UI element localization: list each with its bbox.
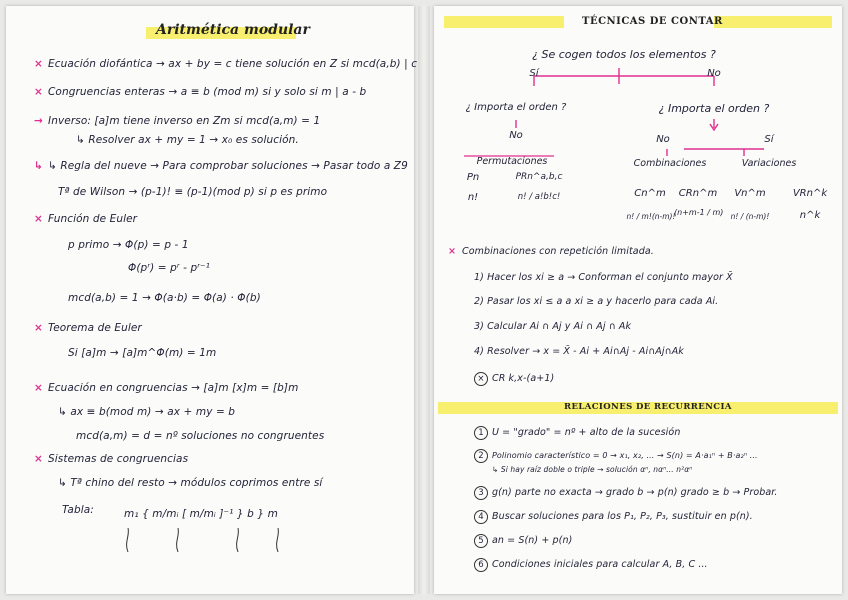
note-euler-prime: p primo → Φ(p) = p - 1: [68, 239, 189, 251]
bullet-x-icon: ×: [34, 86, 43, 98]
arrow-corner-icon: ↳: [34, 160, 43, 172]
note-diofantica: × Ecuación diofántica → ax + by = c tiene solución en Z si mcd(a,b) | c: [34, 58, 418, 70]
branch-no-left: No: [509, 130, 523, 141]
formula-crnm: CRn^m: [678, 188, 718, 199]
section-title-recurrencia: RELACIONES DE RECURRENCIA: [564, 402, 732, 412]
bullet-x-icon: ×: [448, 246, 457, 257]
circled-number-4-icon: 4: [474, 510, 488, 524]
circled-number-3-icon: 3: [474, 486, 488, 500]
bullet-x-icon: ×: [34, 453, 43, 465]
arrow-right-icon: →: [34, 115, 43, 127]
bullet-x-icon: ×: [34, 213, 43, 225]
page-title-tecnicas: TÉCNICAS DE CONTAR: [582, 16, 723, 27]
note-euler-function: × Función de Euler: [34, 213, 138, 225]
note-teorema-chino: ↳ Tª chino del resto → módulos coprimos entre sí: [58, 477, 323, 489]
comb-step-5: × CR k,x-(a+1): [474, 372, 554, 386]
note-euler-power: Φ(pʳ) = pʳ - pʳ⁻¹: [128, 262, 210, 274]
rec-step-2: 2 Polinomio característico = 0 → x₁, x₂, ... → S(n) = A·a₁ⁿ + B·a₂ⁿ ...: [474, 449, 758, 463]
comb-step-1: 1) Hacer los xi ≥ a → Conforman el conjunto mayor X̄: [474, 272, 733, 283]
rec-step-1: 1 U = "grado" = nº + alto de la sucesión: [474, 426, 680, 440]
branch-si: Sí: [529, 68, 539, 79]
circled-number-6-icon: 6: [474, 558, 488, 572]
value-cnm: n! / m!(n-m)!: [626, 212, 676, 221]
note-comb-repeticion: × Combinaciones con repetición limitada.: [448, 246, 654, 257]
circled-number-2-icon: 2: [474, 449, 488, 463]
left-notebook-page: [6, 6, 418, 594]
note-ecuacion-congruencias: × Ecuación en congruencias → [a]m [x]m = [b]m: [34, 382, 299, 394]
comb-step-2: 2) Pasar los xi ≤ a a xi ≥ a y hacerlo para cada Ai.: [474, 296, 719, 307]
bullet-x-icon: ×: [34, 58, 43, 70]
rec-step-5: 5 an = S(n) + p(n): [474, 534, 572, 548]
rec-step-6: 6 Condiciones iniciales para calcular A, B, C ...: [474, 558, 708, 572]
label-combinaciones: Combinaciones: [633, 158, 707, 169]
note-num-soluciones: mcd(a,m) = d = nº soluciones no congruentes: [76, 430, 325, 442]
note-teorema-euler-formula: Si [a]m → [a]m^Φ(m) = 1m: [68, 347, 217, 359]
circled-number-5-icon: 5: [474, 534, 488, 548]
label-permutaciones: Permutaciones: [476, 156, 548, 167]
note-tabla-label: Tabla:: [62, 504, 94, 516]
rec-step-4: 4 Buscar soluciones para los P₁, P₂, P₃, sustituir en p(n).: [474, 510, 753, 524]
branch-no-right: No: [656, 134, 670, 145]
rec-step-3: 3 g(n) parte no exacta → grado b → p(n) grado ≥ b → Probar.: [474, 486, 778, 500]
value-crnm: (n+m-1 / m): [674, 208, 724, 217]
binding-fold: [418, 6, 430, 594]
note-euler-product: mcd(a,b) = 1 → Φ(a·b) = Φ(a) · Φ(b): [68, 292, 261, 304]
circled-x-icon: ×: [474, 372, 488, 386]
branch-no: No: [707, 68, 721, 79]
bullet-x-icon: ×: [34, 322, 43, 334]
value-vnm: n! / (n-m)!: [730, 212, 770, 221]
note-sistemas: × Sistemas de congruencias: [34, 453, 189, 465]
circled-number-1-icon: 1: [474, 426, 488, 440]
note-ecuacion-equivalente: ↳ ax ≡ b(mod m) → ax + my = b: [58, 406, 236, 418]
formula-vnm: Vn^m: [734, 188, 766, 199]
formula-cnm: Cn^m: [634, 188, 666, 199]
note-wilson: Tª de Wilson → (p-1)! ≡ (p-1)(mod p) si p es primo: [58, 186, 328, 198]
page-title-aritmetica: Aritmética modular: [156, 22, 310, 38]
rec-step-2-note: ↳ Si hay raíz doble o triple → solución αⁿ, nαⁿ... n²αⁿ: [492, 465, 693, 474]
note-inverso: → Inverso: [a]m tiene inverso en Zm si mcd(a,m) = 1: [34, 115, 321, 127]
formula-prn: PRn^a,b,c: [515, 172, 563, 182]
branch-si-right: Sí: [764, 134, 774, 145]
right-notebook-page: [434, 6, 842, 594]
note-resolver: ↳ Resolver ax + my = 1 → x₀ es solución.: [76, 134, 299, 146]
comb-step-4: 4) Resolver → x = X̄ - Ai + Ai∩Aj - Ai∩Aj∩Ak: [474, 346, 684, 357]
question-order-left: ¿ Importa el orden ?: [465, 102, 567, 113]
bullet-x-icon: ×: [34, 382, 43, 394]
note-tabla-content: m₁ { m/mᵢ [ m/mᵢ ]⁻¹ } b } m: [124, 508, 278, 520]
tabla-brace-lines: [118, 526, 318, 556]
counting-decision-tree: [434, 6, 842, 246]
formula-pn: Pn: [466, 172, 480, 183]
note-regla-nueve: ↳ ↳ Regla del nueve → Para comprobar soluciones → Pasar todo a Z9: [34, 160, 408, 172]
note-congruencias: × Congruencias enteras → a ≡ b (mod m) si y solo si m | a - b: [34, 86, 367, 98]
question-order-right: ¿ Importa el orden ?: [658, 102, 770, 115]
note-teorema-euler: × Teorema de Euler: [34, 322, 142, 334]
formula-vrnk: VRn^k: [792, 188, 828, 199]
value-vrnk: n^k: [799, 210, 821, 221]
value-prn: n! / a!b!c!: [517, 192, 561, 202]
comb-step-3: 3) Calcular Ai ∩ Aj y Ai ∩ Aj ∩ Ak: [474, 321, 632, 332]
label-variaciones: Variaciones: [741, 158, 797, 169]
value-pn: n!: [467, 192, 479, 203]
question-all-elements: ¿ Se cogen todos los elementos ?: [532, 48, 716, 61]
